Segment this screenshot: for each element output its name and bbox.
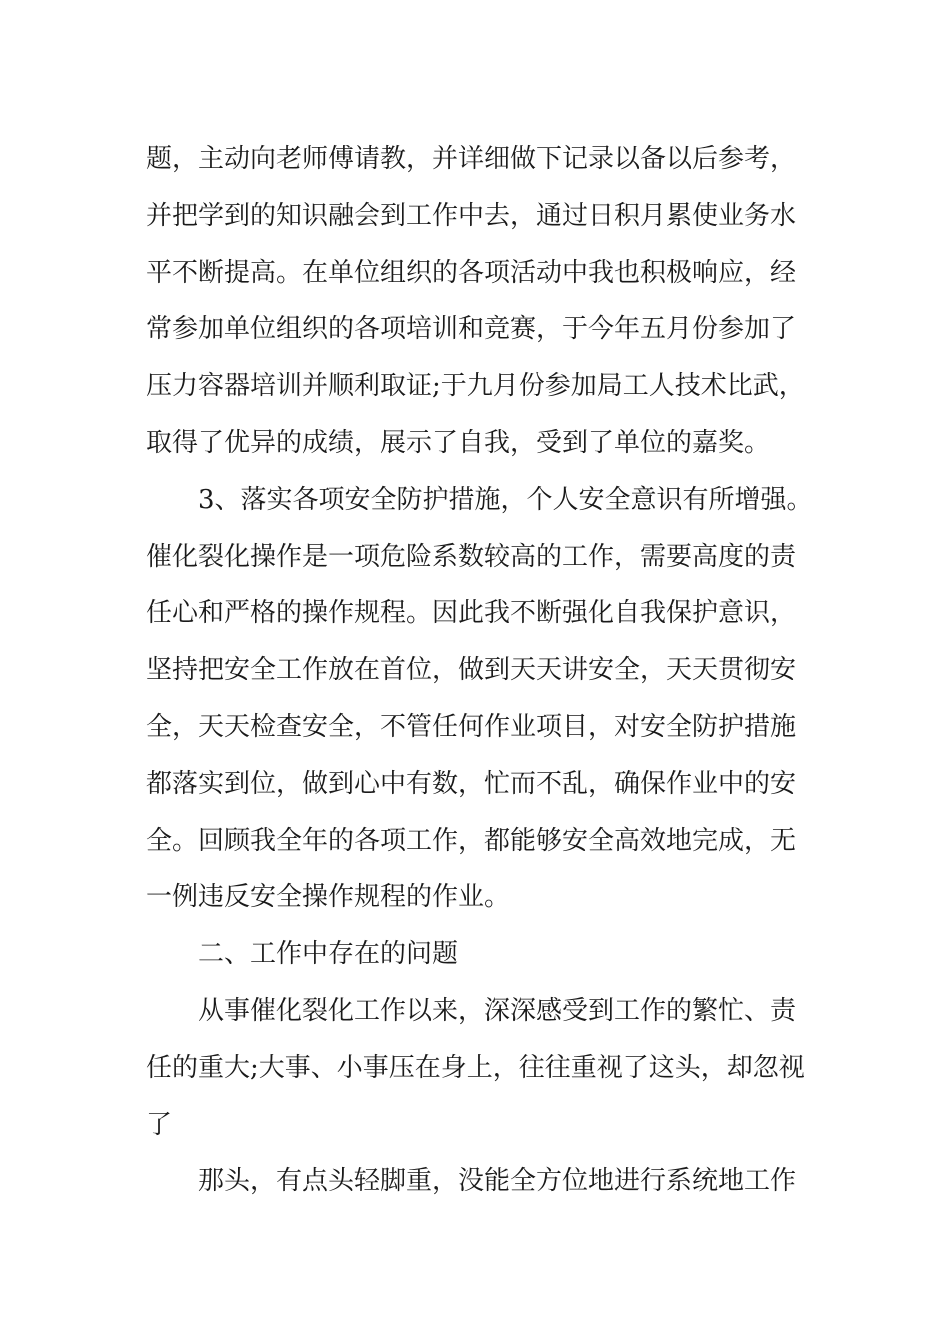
text-line: 并把学到的知识融会到工作中去，通过日积月累使业务水 [146, 200, 797, 231]
text-line: 压力容器培训并顺利取证;于九月份参加局工人技术比武， [146, 371, 805, 402]
paragraph-skill-improvement [146, 131, 812, 472]
text-line: 一例违反安全操作规程的作业。 [146, 882, 511, 913]
text-line: 取得了优异的成绩，展示了自我，受到了单位的嘉奖。 [146, 427, 771, 458]
section-heading: 二、工作中存在的问题 [198, 939, 459, 970]
section-heading-problems [146, 926, 812, 983]
text-line: 催化裂化操作是一项危险系数较高的工作，需要高度的责 [146, 541, 797, 572]
text-line: 题，主动向老师傅请教，并详细做下记录以备以后参考， [146, 144, 797, 174]
text-line: 都落实到位，做到心中有数，忙而不乱，确保作业中的安 [146, 768, 797, 799]
text-line: 任心和严格的操作规程。因此我不断强化自我保护意识， [146, 598, 797, 629]
document-body [146, 131, 812, 1210]
text-line: 坚持把安全工作放在首位，做到天天讲安全，天天贯彻安 [146, 655, 797, 686]
text-line: 任的重大;大事、小事压在身上，往往重视了这头，却忽视 [146, 1052, 805, 1083]
text-line: 了 [146, 1109, 173, 1140]
text-line: 平不断提高。在单位组织的各项活动中我也积极响应，经 [146, 257, 797, 288]
text-line: 从事催化裂化工作以来，深深感受到工作的繁忙、责 [198, 995, 797, 1026]
text-line: 全。回顾我全年的各项工作，都能够安全高效地完成，无 [146, 825, 797, 856]
paragraph-problems-continued [146, 1153, 812, 1210]
paragraph-problems-intro [146, 983, 812, 1153]
text-line: 那头，有点头轻脚重，没能全方位地进行系统地工作 [198, 1166, 797, 1197]
text-line: 全，天天检查安全，不管任何作业项目，对安全防护措施 [146, 711, 797, 742]
paragraph-safety-measures [146, 472, 812, 926]
section-heading-line: 3、落实各项安全防护措施，个人安全意识有所增强。 [198, 484, 813, 515]
text-line: 常参加单位组织的各项培训和竞赛，于今年五月份参加了 [146, 314, 797, 345]
